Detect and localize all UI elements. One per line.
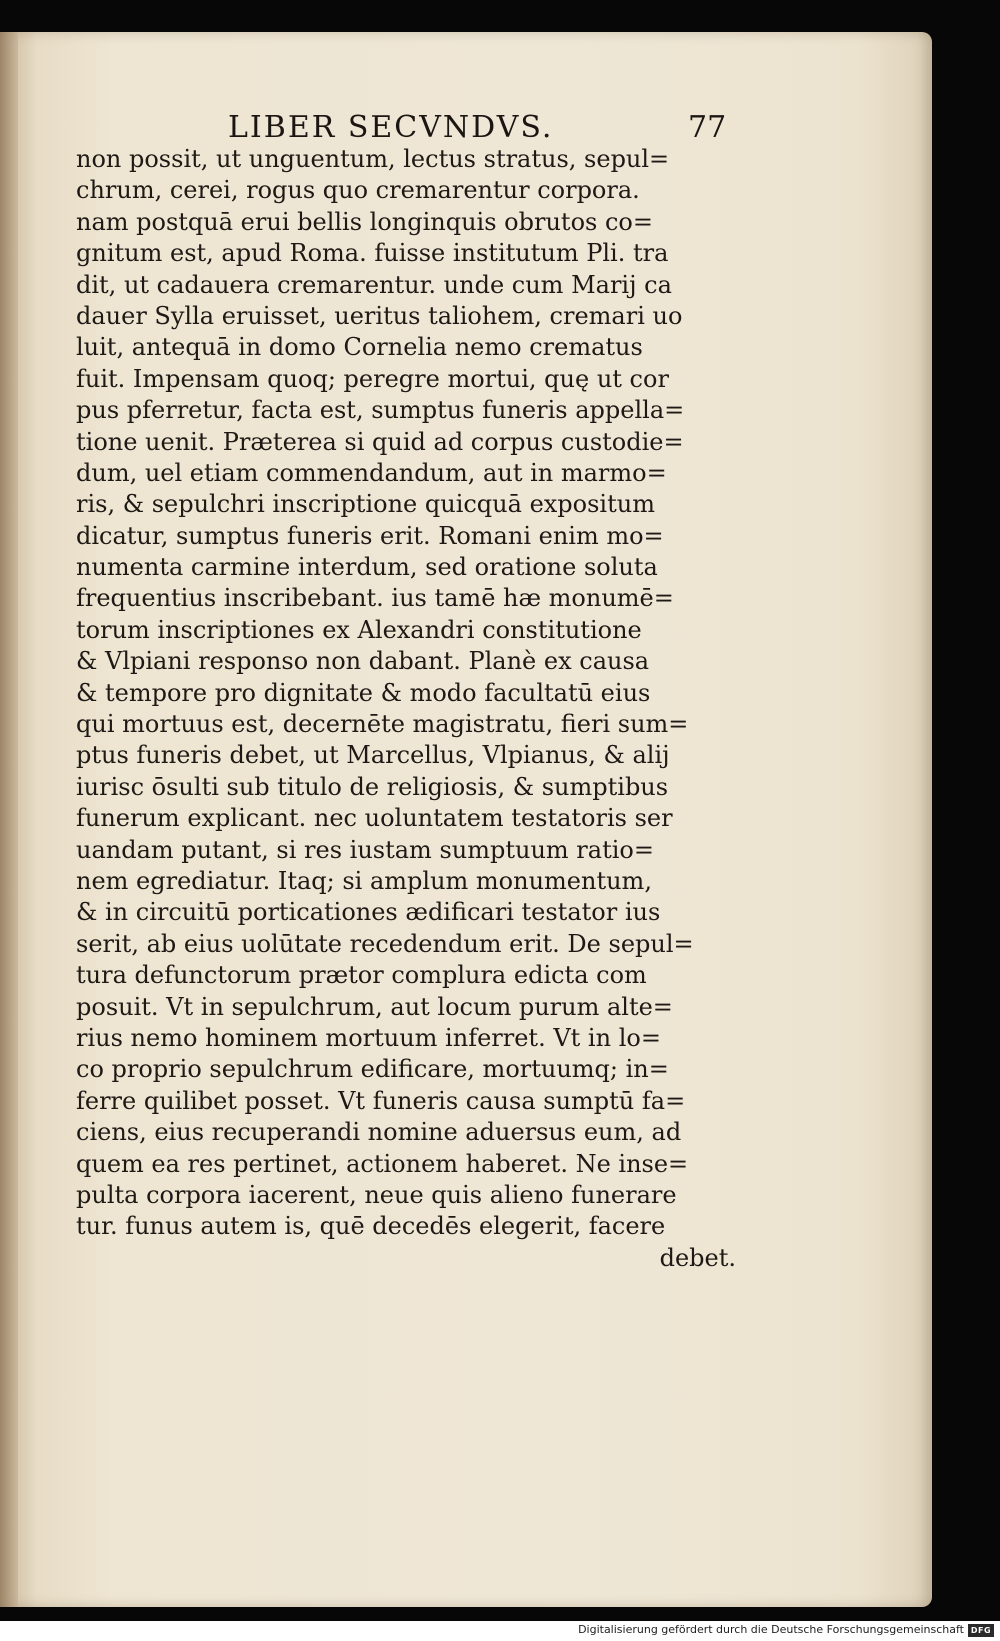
text-line: ciens, eius recuperandi nomine aduersus eum, ad (76, 1118, 682, 1147)
text-line: qui mortuus est, decernēte magistratu, fieri sum= (76, 710, 689, 739)
text-line: funerum explicant. nec uoluntatem testatoris ser (76, 804, 673, 833)
text-line: co proprio sepulchrum edificare, mortuumq; in= (76, 1055, 669, 1084)
text-line: numenta carmine interdum, sed oratione soluta (76, 553, 658, 582)
text-line: pulta corpora iacerent, neue quis alieno funerare (76, 1180, 677, 1209)
digitization-footer (0, 1621, 1000, 1641)
text-line: tura defunctorum prætor complura edicta com (76, 961, 647, 990)
text-line: nem egrediatur. Itaq; si amplum monumentum, (76, 866, 652, 895)
text-line: ferre quilibet posset. Vt funeris causa sumptū fa= (76, 1086, 686, 1115)
text-line: & tempore pro dignitate & modo facultatū eius (76, 678, 651, 707)
text-line: non possit, ut unguentum, lectus stratus, sepul= (76, 145, 670, 173)
text-line: gnitum est, apud Roma. fuisse institutum Pli. tra (76, 239, 669, 268)
text-line: rius nemo hominem mortuum inferret. Vt in lo= (76, 1023, 661, 1052)
text-line: posuit. Vt in sepulchrum, aut locum purum alte= (76, 992, 673, 1021)
text-line: & Vlpiani responso non dabant. Planè ex causa (76, 647, 650, 676)
text-line: torum inscriptiones ex Alexandri constitutione (76, 615, 642, 644)
text-line: chrum, cerei, rogus quo cremarentur corpora. (76, 176, 640, 205)
page-number: 77 (688, 110, 727, 145)
text-line: uandam putant, si res iustam sumptuum ratio= (76, 835, 654, 864)
text-line: dicatur, sumptus funeris erit. Romani enim mo= (76, 521, 664, 550)
text-line: quem ea res pertinet, actionem haberet. Ne inse= (76, 1149, 689, 1178)
funding-credit: Digitalisierung gefördert durch die Deutsche Forschungsgemeinschaft (578, 1623, 964, 1636)
body-text (76, 144, 736, 1274)
text-line: ptus funeris debet, ut Marcellus, Vlpianus, & alij (76, 741, 670, 770)
text-line: nam postquā erui bellis longinquis obrutos co= (76, 207, 653, 236)
text-line: & in circuitū porticationes ædificari testator ius (76, 898, 661, 927)
text-line: serit, ab eius uolūtate recedendum erit. De sepul= (76, 929, 694, 958)
text-line: tione uenit. Præterea si quid ad corpus custodie= (76, 427, 684, 456)
text-line: pus pferretur, facta est, sumptus funeris appella= (76, 396, 685, 425)
text-line: dit, ut cadauera cremarentur. unde cum Marij ca (76, 270, 672, 299)
text-line: fuit. Impensam quoq; peregre mortui, quę ut cor (76, 364, 669, 393)
text-line: frequentius inscribebant. ius tamē hæ monumē= (76, 584, 674, 613)
text-line: iurisc ōsulti sub titulo de religiosis, & sumptibus (76, 772, 669, 801)
page-spine-shadow (0, 32, 18, 1607)
text-line: dauer Sylla eruisset, ueritus taliohem, cremari uo (76, 301, 683, 330)
text-line: tur. funus autem is, quē decedēs elegerit, facere (76, 1212, 666, 1241)
text-line: luit, antequā in domo Cornelia nemo crematus (76, 333, 643, 362)
text-line: ris, & sepulchri inscriptione quicquā expositum (76, 490, 655, 519)
text-line: debet. (659, 1243, 736, 1272)
text-line: dum, uel etiam commendandum, aut in marmo= (76, 458, 667, 487)
running-head: LIBER SECVNDVS. (228, 110, 554, 145)
dfg-logo-icon: DFG (968, 1624, 994, 1637)
